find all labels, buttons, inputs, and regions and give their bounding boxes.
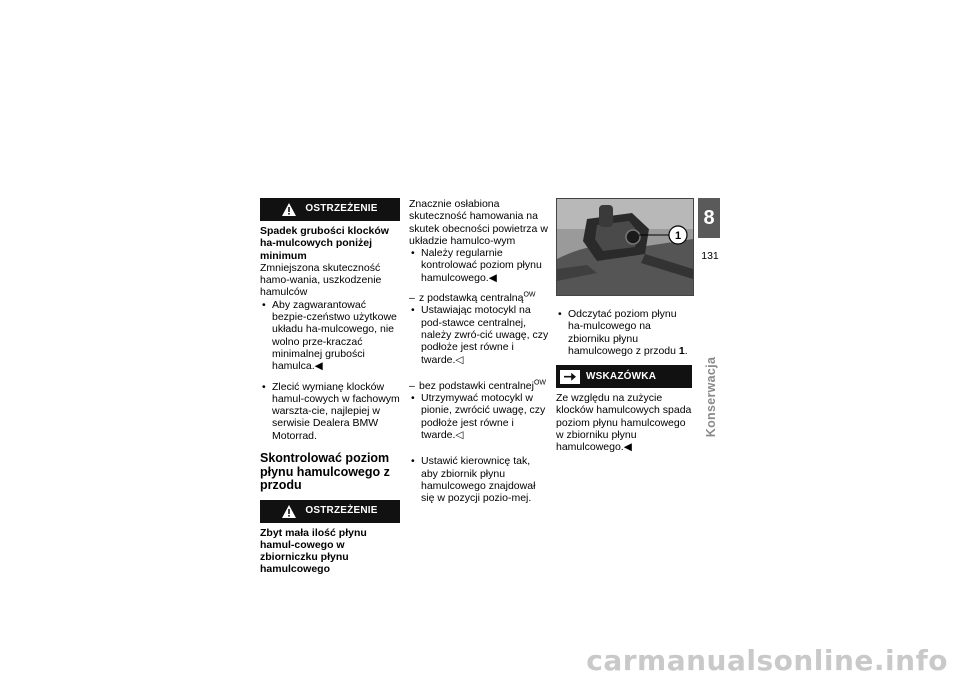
watermark: carmanualsonline.info <box>586 644 948 677</box>
intro-text: Znacznie osłabiona skuteczność hamowania na skutek obecności powietrza w układzie hamulco-wym <box>409 198 548 247</box>
brake-reservoir-photo <box>556 198 694 296</box>
list-item: • Ustawić kierownicę tak, aby zbiornik płynu hamulcowego znajdował się w pozycji pozio-mej. <box>409 455 549 504</box>
chapter-title: Konserwacja <box>704 356 719 438</box>
list-item: • Odczytać poziom płynu ha-mulcowego na zbiorniku płynu hamulcowego z przodu 1. <box>556 308 692 357</box>
warning-box-1 <box>260 198 400 221</box>
chapter-number: 8 <box>698 198 720 238</box>
warning-title: Zbyt mała ilość płynu hamul-cowego w zbiorniczku płynu hamulcowego <box>260 526 367 576</box>
warning-triangle-icon <box>282 505 296 518</box>
warning-text: Zmniejszona skuteczność hamo-wania, uszkodzenie hamulców <box>260 261 382 299</box>
warning-label: OSTRZEŻENIE <box>305 504 378 516</box>
column-3 <box>556 198 692 454</box>
note-box <box>556 365 692 388</box>
list-item: • Ustawiając motocykl na pod-stawce centralnej, należy zwró-cić uwagę, czy podłoże jest równe i twarde.◁ <box>409 304 549 365</box>
list-item: • Aby zagwarantować bezpie-czeństwo użytkowe układu ha-mulcowego, nie wolno prze-kraczać minimalnej grubości hamulca.◀ <box>260 299 400 373</box>
condition-item: – bez podstawki centralnej$^{OW}$ <box>409 380 549 392</box>
column-2 <box>409 198 549 505</box>
list-item: • Należy regularnie kontrolować poziom płynu hamulcowego.◀ <box>409 247 549 284</box>
condition-item: – z podstawką centralną$^{OW}$ <box>409 292 549 304</box>
warning-triangle-icon <box>282 203 296 216</box>
note-label: WSKAZÓWKA <box>586 370 657 382</box>
chapter-title-vertical <box>701 356 719 440</box>
page-number: 131 <box>701 250 719 262</box>
warning-label: OSTRZEŻENIE <box>305 203 378 215</box>
note-text: Ze względu na zużycie klocków hamulcowych spada poziom płynu hamulcowego w zbiorniku płynu hamulcowego.◀ <box>556 392 692 454</box>
column-1 <box>260 198 400 576</box>
warning-box-2 <box>260 500 400 523</box>
warning-title: Spadek grubości klocków ha-mulcowych poniżej minimum <box>260 225 389 262</box>
section-title: Skontrolować poziom płynu hamulcowego z przodu <box>260 451 390 493</box>
note-arrow-icon <box>560 370 580 384</box>
photo-callout-label: 1 <box>674 230 682 242</box>
list-item: • Zlecić wymianę klocków hamul-cowych w fachowym warszta-cie, najlepiej w serwisie Dealera BMW Motorrad. <box>260 381 400 442</box>
list-item: • Utrzymywać motocykl w pionie, zwrócić uwagę, czy podłoże jest równe i twarde.◁ <box>409 392 549 441</box>
